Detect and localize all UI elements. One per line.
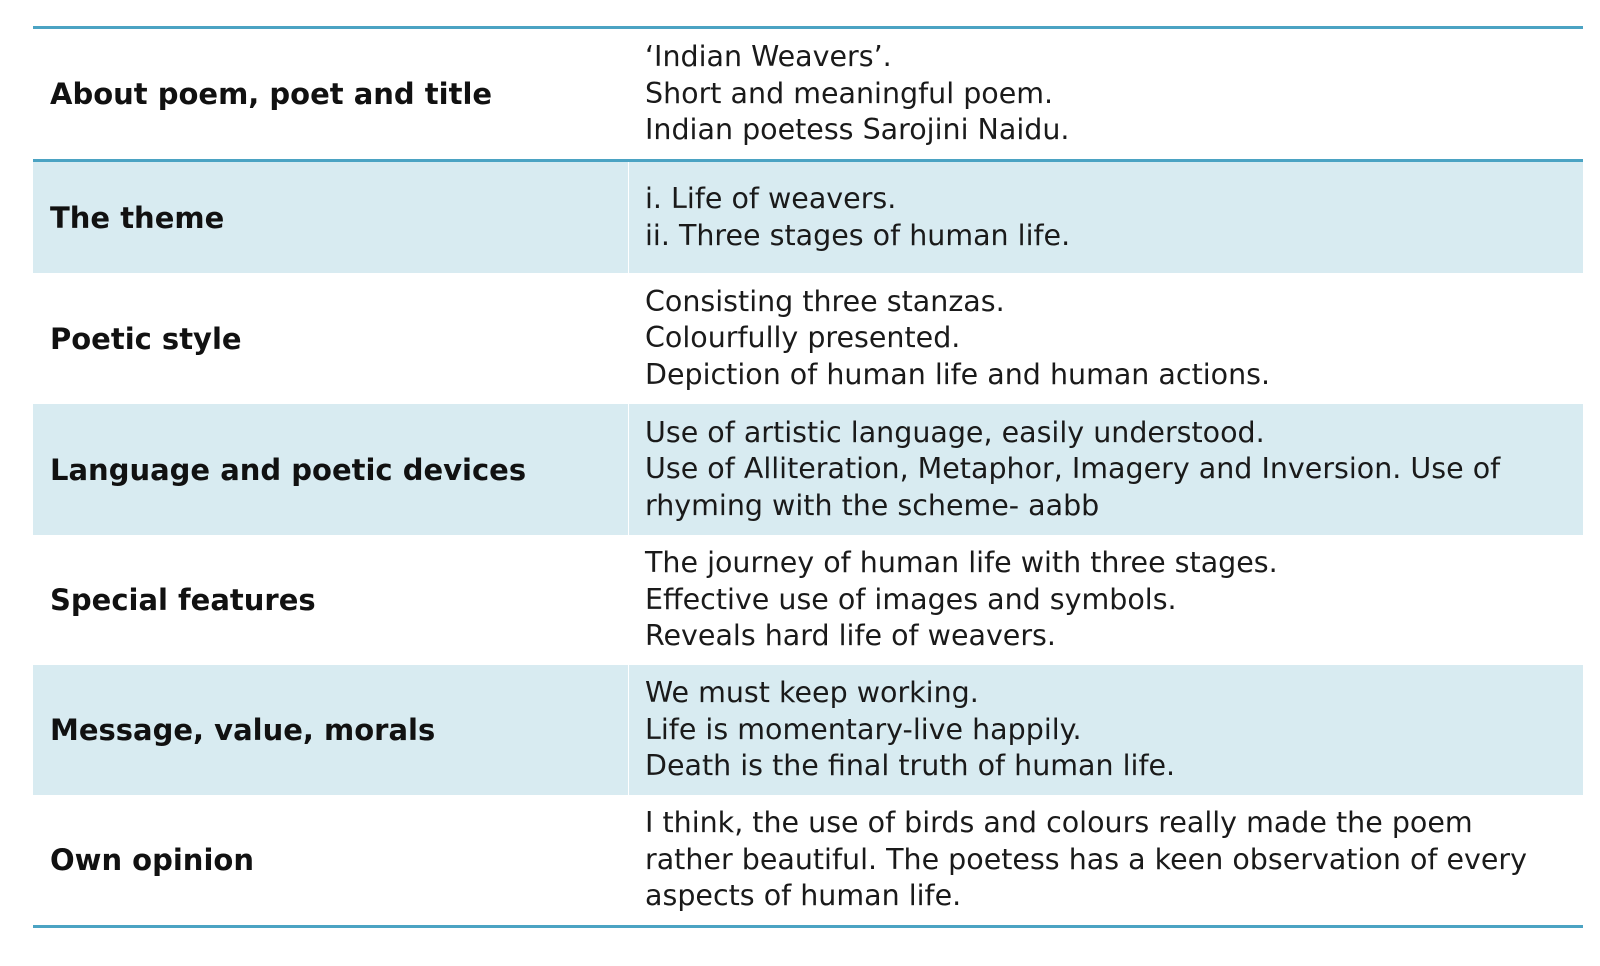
content-line: Death is the final truth of human life.	[645, 749, 1176, 783]
content-line: The journey of human life with three stages.	[645, 546, 1278, 580]
content-line: rather beautiful. The poetess has a keen observation of every	[645, 842, 1527, 876]
table-row-message	[33, 665, 1583, 795]
content-line: Depiction of human life and human actions.	[645, 357, 1271, 391]
row-label-language: Language and poetic devices	[50, 452, 527, 487]
row-label-own-opinion: Own opinion	[50, 843, 254, 877]
content-line: Life is momentary-live happily.	[645, 712, 1082, 746]
poem-analysis-table	[33, 26, 1583, 928]
content-line: i. Life of weavers.	[645, 182, 897, 215]
row-label-message: Message, value, morals	[50, 713, 436, 747]
row-content-language	[629, 404, 1583, 535]
content-line: rhyming with the scheme- aabb	[645, 488, 1100, 522]
row-content-about	[629, 29, 1583, 159]
content-line: Short and meaningful poem.	[645, 76, 1054, 110]
content-line: aspects of human life.	[645, 879, 962, 913]
row-label-special-features: Special features	[50, 583, 316, 617]
content-line: Reveals hard life of weavers.	[645, 619, 1056, 653]
content-line: ii. Three stages of human life.	[645, 218, 1071, 252]
content-line: Consisting three stanzas.	[645, 284, 1005, 318]
row-content-message	[629, 665, 1583, 795]
content-line: Indian poetess Sarojini Naidu.	[645, 113, 1070, 147]
row-content-poetic-style	[629, 273, 1583, 404]
row-content-special-features	[629, 535, 1583, 665]
row-label-about: About poem, poet and title	[50, 77, 493, 111]
table-row-theme	[33, 162, 1583, 273]
row-label-poetic-style: Poetic style	[50, 321, 242, 356]
content-line: Colourfully presented.	[645, 321, 961, 355]
table-row-about	[33, 29, 1583, 162]
row-label-theme: The theme	[50, 200, 225, 235]
content-line: Use of Alliteration, Metaphor, Imagery and Inversion. Use of	[645, 452, 1501, 486]
table-row-poetic-style	[33, 273, 1583, 404]
content-line: Effective use of images and symbols.	[645, 582, 1177, 616]
table-row-special-features	[33, 535, 1583, 665]
row-content-own-opinion	[629, 795, 1583, 925]
content-line: We must keep working.	[645, 676, 979, 710]
row-content-theme	[629, 162, 1583, 273]
content-line: ‘Indian Weavers’.	[645, 40, 892, 74]
content-line: I think, the use of birds and colours really made the poem	[645, 806, 1473, 840]
table-row-own-opinion	[33, 795, 1583, 925]
content-line: Use of artistic language, easily understood.	[645, 415, 1265, 449]
table-row-language	[33, 404, 1583, 535]
